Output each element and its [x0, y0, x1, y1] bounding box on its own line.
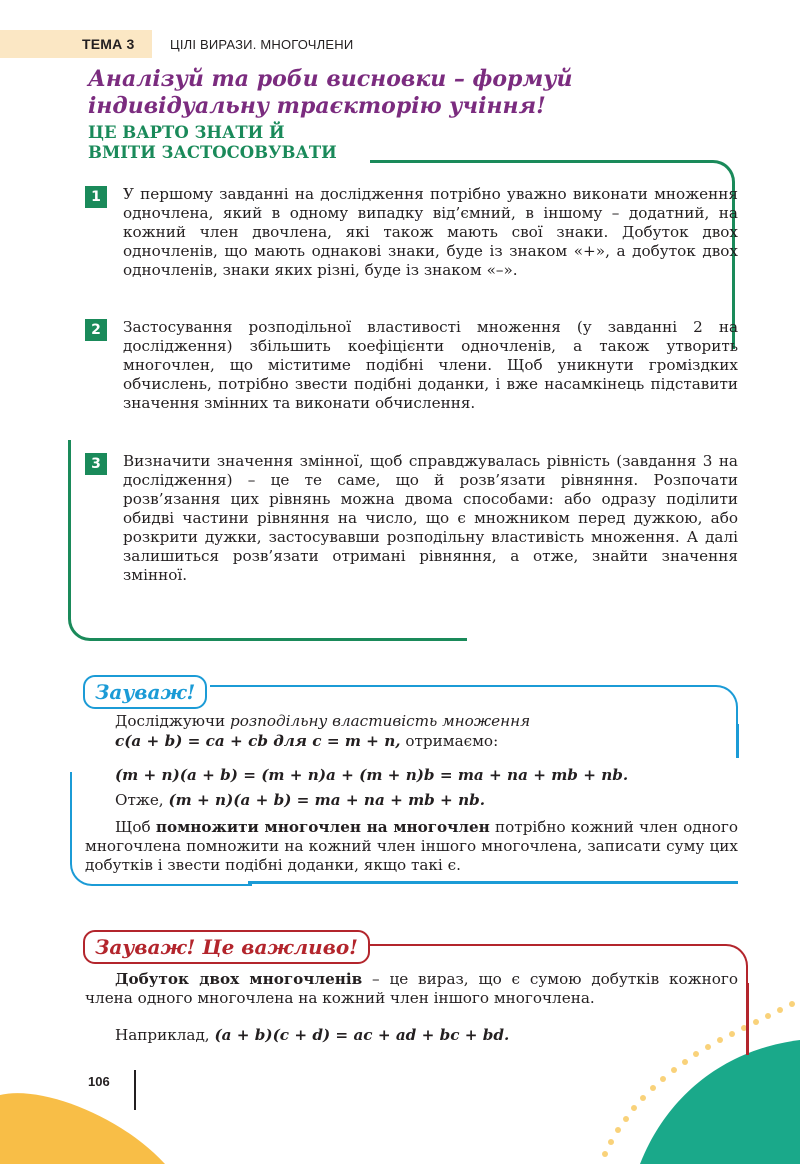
note-label: Зауваж!	[83, 675, 207, 709]
teal-corner-shape	[640, 1040, 800, 1164]
headline: Аналізуй та роби висновки – формуй індивідуальну траєкторію учіння!	[88, 66, 573, 119]
topic-title: ЦІЛІ ВИРАЗИ. МНОГОЧЛЕНИ	[170, 37, 354, 52]
item-text-3: Визначити значення змінної, щоб справджувалась рівність (завдання 3 на дослідження) – це те саме, що й розв’язати рівняння. Розпочати розв’язання цих рівнянь можна двома способами: або одразу поділити обидві частини рівняння на число, що є множником перед дужкою, або розкрити дужки, застосувавши розподільну властивість множення. А далі залишиться розв’язати отримані рівняння, а отже, знайти значення змінної.	[123, 452, 738, 584]
important-example-text: Наприклад,	[115, 1026, 215, 1044]
page-number-rule	[134, 1070, 136, 1110]
important-label: Зауваж! Це важливо!	[83, 930, 370, 964]
note-line-1	[115, 712, 530, 731]
important-example	[115, 1026, 509, 1045]
note-line-2-for: для	[267, 732, 313, 750]
note-rule-bold: помножити многочлен на многочлен	[155, 818, 490, 836]
note-line-2-end: отримаємо:	[400, 732, 499, 750]
note-line-4	[115, 791, 485, 810]
note-rule-end: потрібно кожний член одного многочлена помножити на кожний член іншого многочлена, записати суму цих добутків і звести подібні доданки, якщо такі є.	[85, 818, 738, 874]
note-line-2-formula: c(a + b) = ca + cb	[115, 732, 268, 750]
section-heading	[88, 123, 337, 163]
note-frame-bottom	[248, 881, 738, 884]
note-line-4-formula: (m + n)(a + b) = ma + na + mb + nb.	[168, 791, 486, 809]
item-number-3: 3	[85, 453, 107, 475]
item-number-1: 1	[85, 186, 107, 208]
item-number-2: 2	[85, 319, 107, 341]
note-line-2	[115, 732, 498, 751]
note-line-1-text: Досліджуючи	[115, 712, 230, 730]
important-frame-right	[746, 983, 749, 1055]
important-definition	[85, 970, 738, 1008]
item-text-2: Застосування розподільної властивості множення (у завданні 2 на дослідження) збільшить коефіцієнти одночленів, а також утворить многочлен, що міститиме подібні члени. Щоб уникнути громіздких обчислень, потрібно звести подібні доданки, і вже насамкінець підставити значення змінних та виконати обчислення.	[123, 318, 738, 412]
note-formula-expanded: (m + n)(a + b) = (m + n)a + (m + n)b = ma + na + mb + nb.	[115, 766, 629, 784]
section-heading-line1: ЦЕ ВАРТО ЗНАТИ Й	[88, 123, 285, 142]
item-text-1: У першому завданні на дослідження потрібно уважно виконати множення одночлена, який в одному випадку від’ємний, в іншому – додатний, на кожний член двочлена, які також мають свої знаки. Добуток двох одночленів, що мають однакові знаки, буде із знаком «+», а добуток двох одночленів, знаки яких різні, буде із знаком «–».	[123, 185, 738, 279]
important-example-formula: (a + b)(c + d) = ac + ad + bc + bd.	[214, 1026, 510, 1044]
section-heading-line2: ВМІТИ ЗАСТОСОВУВАТИ	[88, 143, 337, 162]
note-line-2-substitution: c = m + n,	[312, 732, 401, 750]
tema-label: ТЕМА 3	[82, 36, 135, 52]
important-definition-bold: Добуток двох многочленів	[115, 970, 363, 988]
note-frame-right	[736, 724, 739, 758]
note-line-1-italic: розподільну властивість множення	[229, 712, 531, 730]
note-line-4-text: Отже,	[115, 791, 169, 809]
note-rule-start: Щоб	[115, 818, 156, 836]
note-rule	[85, 818, 738, 875]
page-number: 106	[88, 1074, 110, 1089]
orange-corner-shape	[0, 1093, 165, 1164]
important-definition-rest: – це вираз, що є сумою добутків кожного члена одного многочлена на кожний член іншого многочлена.	[85, 970, 738, 1007]
